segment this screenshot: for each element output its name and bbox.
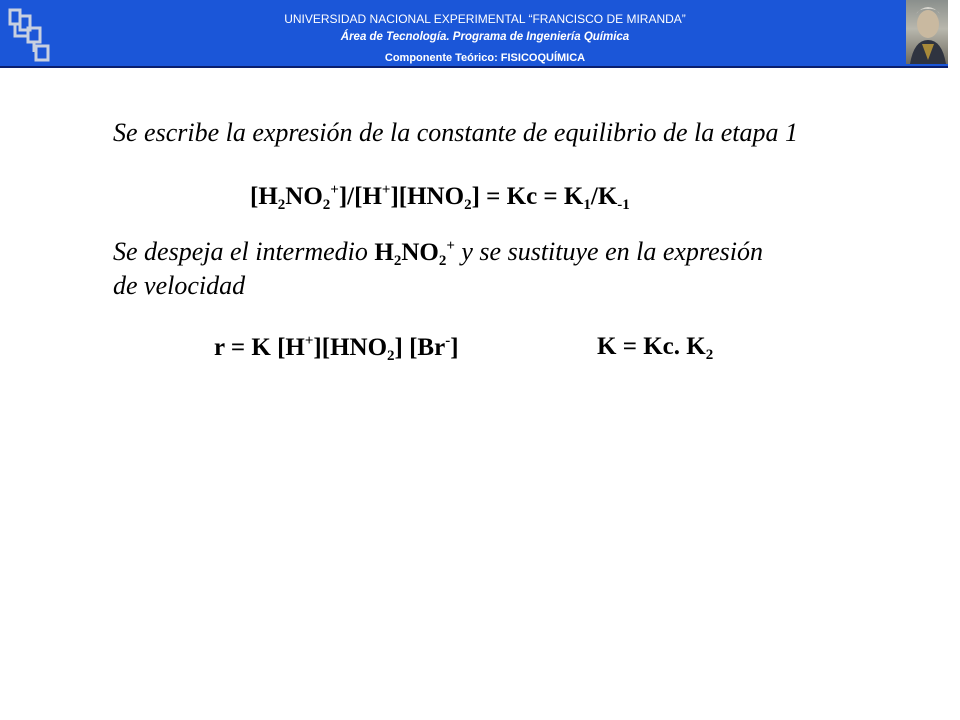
- rate-expression-text: de velocidad: [113, 271, 246, 300]
- portrait-image: [906, 0, 948, 64]
- equilibrium-text: Se escribe la expresión de la constante de equilibrio de la etapa 1: [113, 118, 798, 147]
- program-name: Área de Tecnología. Programa de Ingeniería Química: [340, 31, 630, 43]
- university-logo-icon: [6, 6, 56, 68]
- rate-law-formula: r = K $[H^+][HNO_2]$ [Br-]: [214, 333, 459, 364]
- university-name: UNIVERSIDAD NACIONAL EXPERIMENTAL “FRANCISCO DE MIRANDA”: [284, 12, 686, 26]
- intermediate-text: Se despeja el intermedio $H_2NO_2^+$ y se sustituye en la expresión: [113, 237, 763, 269]
- intermediate-formula: $H_2NO_2^+$: [374, 238, 455, 269]
- course-component: Componente Teórico: FISICOQUÍMICA: [384, 52, 586, 64]
- header-banner: [0, 0, 948, 68]
- rate-constant-formula: K = Kc. $K_2$: [597, 333, 714, 363]
- equilibrium-constant-formula: $[H_2NO_2^+]/[H^+][HNO_2] = Kc = K_1/K_{-1}$: [250, 182, 630, 213]
